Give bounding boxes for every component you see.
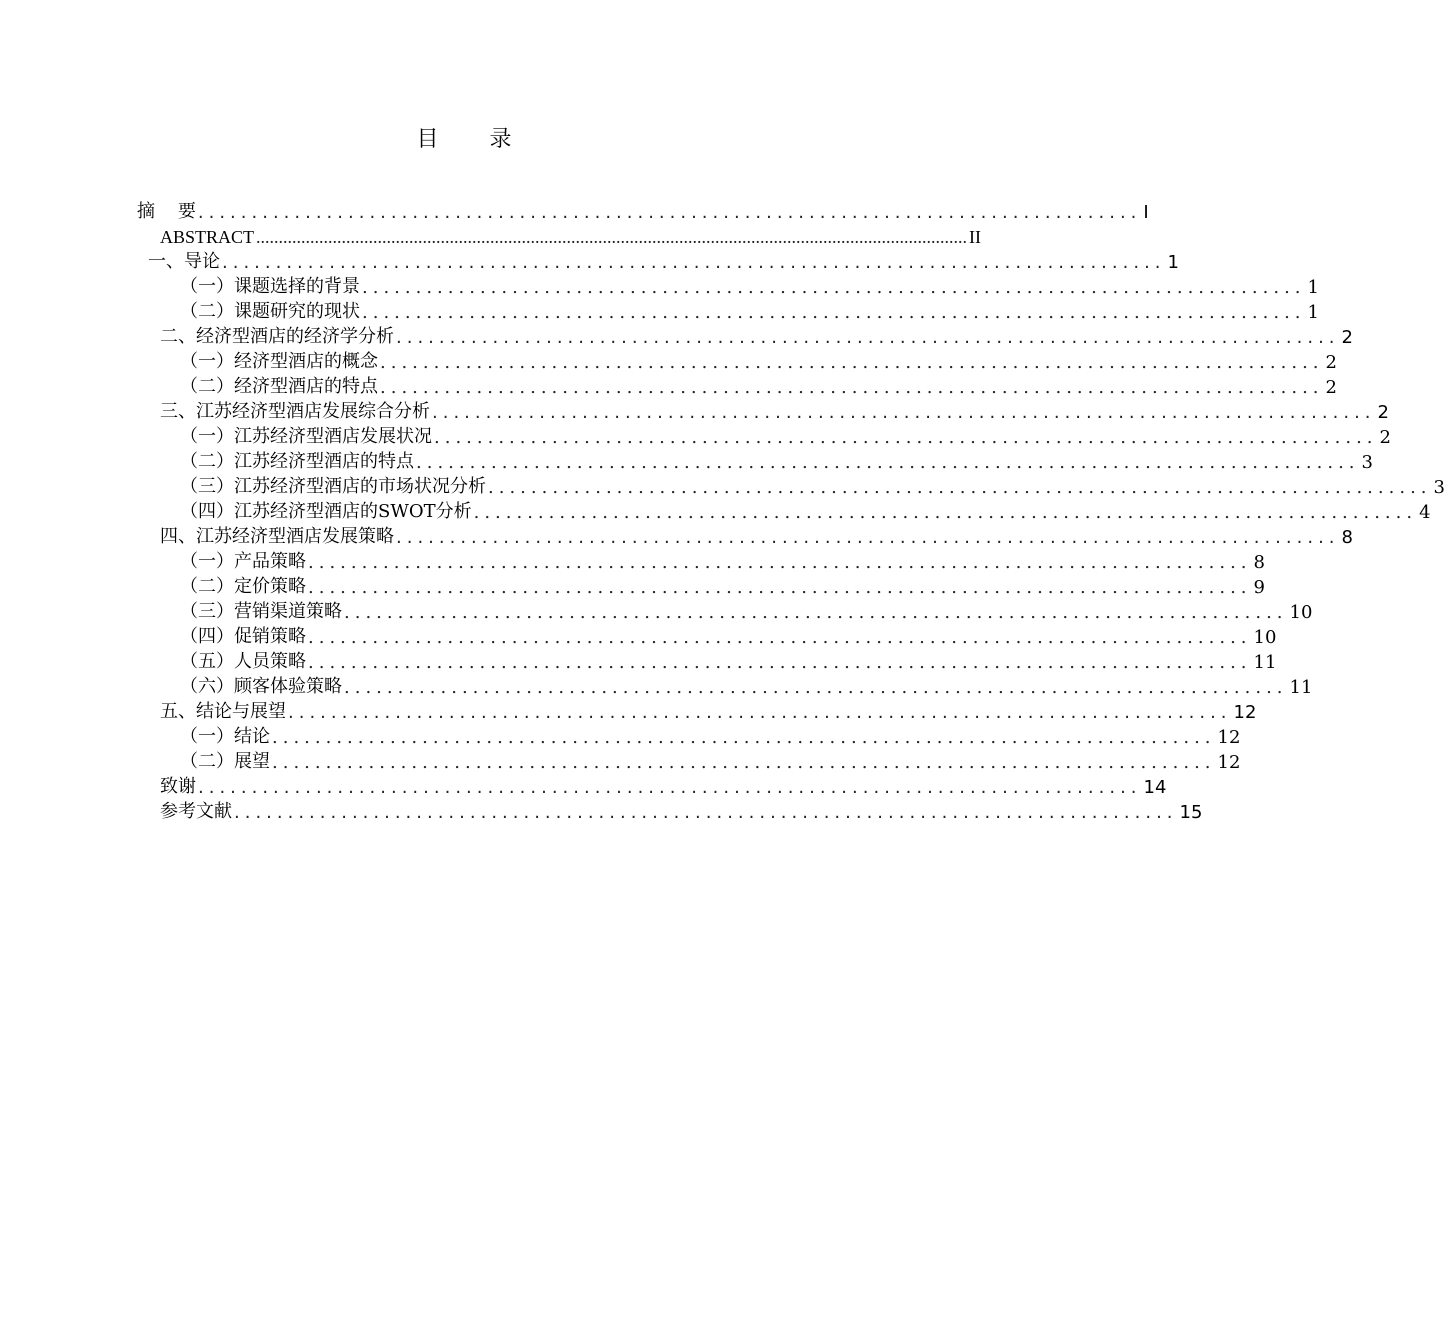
- toc-entry-page: 1: [1167, 252, 1179, 273]
- toc-entry-label: 二、经济型酒店的经济学分析: [160, 326, 394, 347]
- toc-entry-page: II: [969, 227, 982, 247]
- toc-entry-page: 3: [1433, 477, 1445, 498]
- toc-entry[interactable]: [180, 348, 1337, 373]
- toc-entry-label: （一）课题选择的背景: [180, 276, 360, 297]
- toc-entry-label: （四）江苏经济型酒店的SWOT分析: [180, 501, 472, 522]
- toc-leader-dots: ........................................................................................: [272, 727, 1216, 748]
- toc-entry-page: 8: [1341, 527, 1353, 548]
- toc-entry[interactable]: [180, 573, 1265, 598]
- toc-leader-dots: ........................................................................................: [396, 327, 1340, 348]
- toc-entry[interactable]: [180, 723, 1241, 748]
- toc-entry[interactable]: [160, 523, 1353, 548]
- toc-leader-dots: ........................................................................................: [344, 677, 1288, 698]
- toc-entry[interactable]: [180, 673, 1313, 698]
- toc-entry-page: 9: [1253, 577, 1265, 598]
- toc-entry-page: 15: [1179, 802, 1203, 823]
- toc-leader-dots: ........................................................................................: [308, 627, 1252, 648]
- toc-entry-page: I: [1143, 202, 1149, 223]
- toc-entry-page: 1: [1307, 302, 1319, 323]
- toc-leader-dots: ........................................................................................: [488, 477, 1432, 498]
- toc-entry[interactable]: [180, 748, 1241, 773]
- toc-leader-dots: ........................................................................................: [380, 352, 1324, 373]
- toc-entry[interactable]: [180, 448, 1373, 473]
- toc-entry-page: 10: [1289, 602, 1313, 623]
- toc-entry-label: （五）人员策略: [180, 651, 306, 672]
- toc-leader-dots: ........................................................................................: [362, 302, 1306, 323]
- toc-entry-page: 3: [1361, 452, 1373, 473]
- toc-leader-dots: ........................................................................................: [222, 252, 1166, 273]
- toc-entry-page: 2: [1325, 377, 1337, 398]
- toc-entry-page: 2: [1325, 352, 1337, 373]
- toc-entry-page: 11: [1289, 677, 1313, 698]
- toc-entry-page: 2: [1379, 427, 1391, 448]
- toc-entry[interactable]: [180, 498, 1431, 523]
- toc-entry-page: 14: [1143, 777, 1167, 798]
- toc-entry[interactable]: [180, 273, 1319, 298]
- toc-entry[interactable]: [180, 473, 1445, 498]
- toc-entry[interactable]: [160, 773, 1167, 798]
- toc-entry-label: 五、结论与展望: [160, 701, 286, 722]
- toc-leader-dots: ........................................................................................: [434, 427, 1378, 448]
- toc-entry-label: （三）江苏经济型酒店的市场状况分析: [180, 476, 486, 497]
- toc-entry-page: 11: [1253, 652, 1277, 673]
- toc-leader-dots: ........................................................................................: [272, 752, 1216, 773]
- toc-entry[interactable]: [160, 698, 1257, 723]
- toc-entry[interactable]: [148, 248, 1179, 273]
- toc-entry-label: 摘 要: [137, 201, 196, 222]
- toc-entry[interactable]: [180, 648, 1277, 673]
- toc-entry-page: 10: [1253, 627, 1277, 648]
- toc-entry-label: （二）经济型酒店的特点: [180, 376, 378, 397]
- toc-entry-label: 致谢: [160, 776, 196, 797]
- toc-entry-label: （一）产品策略: [180, 551, 306, 572]
- toc-leader-dots: ........................................................................................: [396, 527, 1340, 548]
- toc-entry-page: 12: [1217, 752, 1241, 773]
- toc-entry-page: 4: [1419, 502, 1431, 523]
- toc-entry-label: （一）经济型酒店的概念: [180, 351, 378, 372]
- toc-entry-label: （二）课题研究的现状: [180, 301, 360, 322]
- toc-entry[interactable]: [160, 798, 1203, 823]
- toc-leader-dots: ........................................................................................: [308, 552, 1252, 573]
- toc-entry-label: （二）江苏经济型酒店的特点: [180, 451, 414, 472]
- toc-entry[interactable]: [160, 323, 1353, 348]
- toc-leader-dots: ........................................................................................: [197, 202, 1142, 223]
- toc-entry-label: 参考文献: [160, 801, 232, 822]
- toc-leader-dots: ........................................................................................: [308, 652, 1252, 673]
- toc-entry-page: 2: [1341, 327, 1353, 348]
- toc-entry-label: （二）定价策略: [180, 576, 306, 597]
- toc-entry[interactable]: [160, 398, 1389, 423]
- toc-leader-dots: ........................................................................................: [473, 502, 1418, 523]
- toc-leader-dots: ........................................................................................: [234, 802, 1178, 823]
- toc-entry-label: （二）展望: [180, 751, 270, 772]
- toc-leader-dots: ........................................................................................: [308, 577, 1252, 598]
- toc-entry[interactable]: [180, 373, 1337, 398]
- toc-entry-label: （一）江苏经济型酒店发展状况: [180, 426, 432, 447]
- toc-entry-label: （六）顾客体验策略: [180, 676, 342, 697]
- toc-entry-label: （四）促销策略: [180, 626, 306, 647]
- toc-entry[interactable]: [160, 223, 982, 248]
- toc-entry[interactable]: [180, 598, 1313, 623]
- toc-leader-dots: ........................................................................................: [288, 702, 1232, 723]
- toc-leader-dots: ........................................................................................: [198, 777, 1142, 798]
- toc-entry[interactable]: [180, 423, 1391, 448]
- toc-entry-label: （一）结论: [180, 726, 270, 747]
- toc-entry[interactable]: [180, 623, 1277, 648]
- toc-entry[interactable]: [137, 198, 1149, 223]
- toc-leader-dots: ........................................................................................: [380, 377, 1324, 398]
- toc-leader-dots: ........................................................................................: [416, 452, 1360, 473]
- toc-entry-label: 一、导论: [148, 251, 220, 272]
- toc-entry-label: 三、江苏经济型酒店发展综合分析: [160, 401, 430, 422]
- toc-leader-dots: ........................................................................................: [432, 402, 1376, 423]
- toc-entry-page: 8: [1253, 552, 1265, 573]
- toc-entry[interactable]: [180, 298, 1319, 323]
- toc-leader-dots: ..............................................................................................................................................................: [256, 227, 968, 247]
- toc-leader-dots: ........................................................................................: [362, 277, 1306, 298]
- toc-leader-dots: ........................................................................................: [344, 602, 1288, 623]
- toc-entry-page: 1: [1307, 277, 1319, 298]
- toc-title: 目 录: [416, 127, 534, 152]
- toc-entry[interactable]: [180, 548, 1265, 573]
- toc-entry-label: 四、江苏经济型酒店发展策略: [160, 526, 394, 547]
- toc-entry-label: （三）营销渠道策略: [180, 601, 342, 622]
- toc-entry-page: 2: [1377, 402, 1389, 423]
- toc-entry-page: 12: [1217, 727, 1241, 748]
- toc-entry-label: ABSTRACT: [160, 227, 255, 247]
- toc-entry-page: 12: [1233, 702, 1257, 723]
